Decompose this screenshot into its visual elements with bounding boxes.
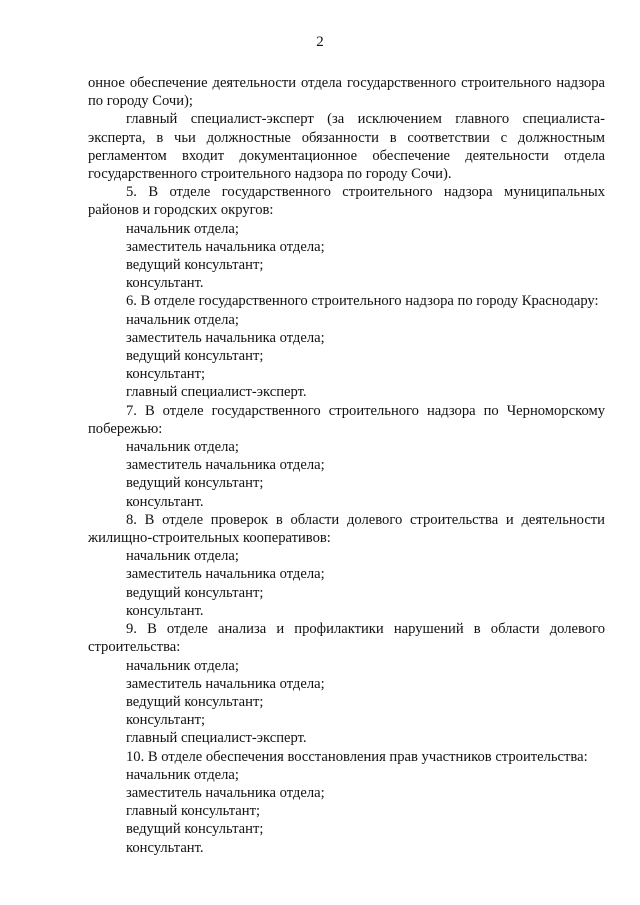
section-10 — [88, 748, 605, 857]
position-item: ведущий консультант; — [126, 475, 264, 492]
position-list — [88, 438, 605, 511]
document-body — [88, 74, 605, 857]
position-item: заместитель начальника отдела; — [126, 784, 325, 801]
position-item: главный специалист-эксперт. — [126, 730, 307, 747]
position-item: начальник отдела; — [126, 220, 239, 237]
position-item: консультант. — [126, 839, 204, 856]
position-item: начальник отдела; — [126, 311, 239, 328]
position-item: заместитель начальника отдела; — [126, 238, 325, 255]
position-item: консультант; — [126, 712, 206, 729]
section-7 — [88, 402, 605, 511]
position-item: консультант; — [126, 366, 206, 383]
position-item: консультант. — [126, 275, 204, 292]
position-item: заместитель начальника отдела; — [126, 675, 325, 692]
position-list — [88, 220, 605, 293]
sections-container — [88, 183, 605, 857]
position-item: ведущий консультант; — [126, 257, 264, 274]
section-heading: 7. В отделе государственного строительного надзора по Черноморскому побережью: — [88, 402, 605, 437]
position-item: ведущий консультант; — [126, 584, 264, 601]
position-item: начальник отдела; — [126, 766, 239, 783]
position-item: начальник отдела; — [126, 548, 239, 565]
position-item: консультант. — [126, 602, 204, 619]
position-list — [88, 766, 605, 857]
position-item: ведущий консультант; — [126, 348, 264, 365]
position-item: главный консультант; — [126, 803, 261, 820]
position-item: консультант. — [126, 493, 204, 510]
continuation-paragraph: онное обеспечение деятельности отдела государственного строительного надзора по городу Сочи); — [88, 75, 605, 110]
position-item: ведущий консультант; — [126, 821, 264, 838]
section-heading: 10. В отделе обеспечения восстановления прав участников строительства: — [126, 748, 588, 765]
section-heading: 6. В отделе государственного строительного надзора по городу Краснодару: — [126, 293, 599, 310]
section-heading: 8. В отделе проверок в области долевого строительства и деятельности жилищно-строительных кооперативов: — [88, 511, 605, 547]
position-item: главный специалист-эксперт. — [126, 384, 307, 401]
position-list — [88, 657, 605, 748]
position-item: заместитель начальника отдела; — [126, 329, 325, 346]
section-5 — [88, 183, 605, 292]
position-list — [88, 547, 605, 620]
section-heading: 5. В отделе государственного строительного надзора муниципальных районов и городских округов: — [88, 184, 605, 219]
position-item: заместитель начальника отдела; — [126, 457, 325, 474]
position-item: начальник отдела; — [126, 657, 239, 674]
section-9 — [88, 620, 605, 747]
expert-paragraph: главный специалист-эксперт (за исключением главного специалиста-эксперта, в чьи должностные обязанности в соответствии с должностным регламентом входит документационное обеспечение деятельности отдела государственного строительного надзора по городу Сочи). — [88, 111, 605, 183]
section-heading: 9. В отделе анализа и профилактики нарушений в области долевого строительства: — [88, 621, 605, 656]
section-8 — [88, 511, 605, 620]
page-number: 2 — [316, 34, 324, 50]
position-list — [88, 311, 605, 402]
section-6 — [88, 292, 605, 401]
position-item: заместитель начальника отдела; — [126, 566, 325, 583]
position-item: начальник отдела; — [126, 439, 239, 456]
position-item: ведущий консультант; — [126, 693, 264, 710]
